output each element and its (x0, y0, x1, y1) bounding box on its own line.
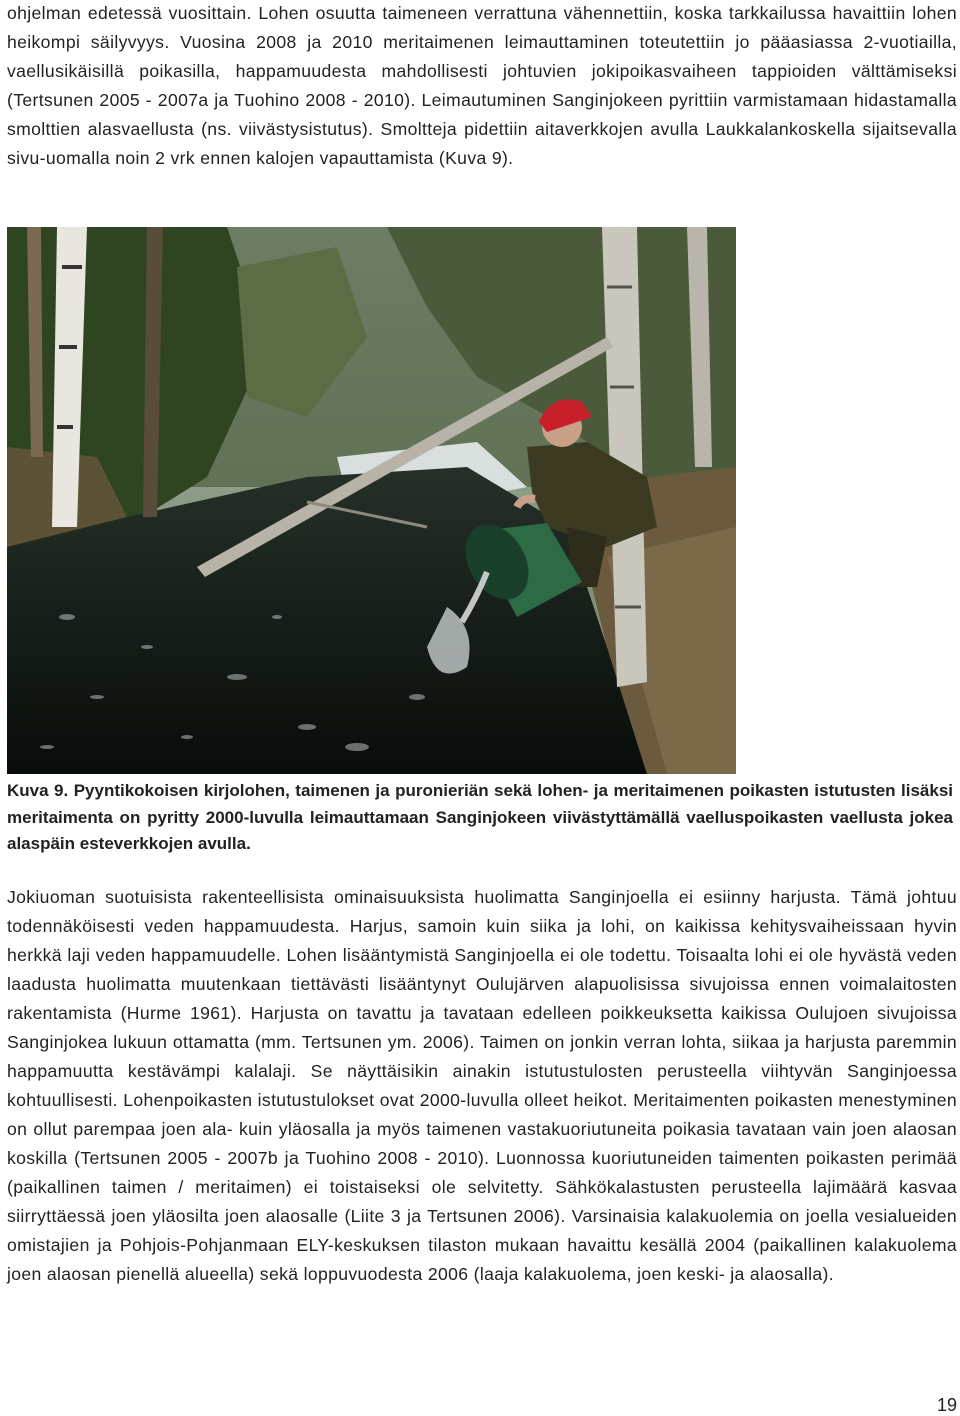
body-paragraph-top: ohjelman edetessä vuosittain. Lohen osuutta taimeneen verrattuna vähennettiin, koska tarkkailussa havaittiin lohen heikompi säilyvyys. Vuosina 2008 ja 2010 meritaimenen leimauttaminen toteutettiin jo pääasiassa 2-vuotiailla, vaellusikäisillä poikasilla, happamuudesta mahdollisesti johtuvien jokipoikasvaiheen tappioiden välttämiseksi (Tertsunen 2005 - 2007a ja Tuohino 2008 - 2010). Leimautuminen Sanginjokeen pyrittiin varmistamaan hidastamalla smolttien alasvaellusta (ns. viivästysistutus). Smoltteja pidettiin aitaverkkojen avulla Laukkalankoskella sijaitsevalla sivu-uomalla noin 2 vrk ennen kalojen vapauttamista (Kuva 9). (7, 3, 957, 168)
photo-fish-release (7, 227, 736, 774)
page-number: 19 (936, 1395, 957, 1415)
figure-caption: Kuva 9. Pyyntikokoisen kirjolohen, taimenen ja puronieriän sekä lohen- ja meritaimenen poikasten istutusten lisäksi meritaimenta on pyritty 2000-luvulla leimauttamaan Sanginjokeen viivästyttämällä vaelluspoikasten vaellusta jokea alaspäin esteverkkojen avulla. (7, 781, 953, 853)
body-paragraph-bottom: Jokiuoman suotuisista rakenteellisista ominaisuuksista huolimatta Sanginjoella ei esiinny harjusta. Tämä johtuu todennäköisesti veden happamuudesta. Harjus, samoin kuin siika ja lohi, on kaikissa kehitysvaiheissaan hyvin herkkä laji veden happamuudelle. Lohen lisääntymistä Sanginjoella ei ole todettu. Toisaalta lohi ei ole hyvästä veden laadusta huolimatta muutenkaan tiettävästi lisääntynyt Oulujärven alapuolisissa sivujoissa ennen voimalaitosten rakentamista (Hurme 1961). Harjusta on tavattu ja tavataan edelleen poikkeuksetta kaikissa Oulujoen sivujoissa Sanginjokea lukuun ottamatta (mm. Tertsunen ym. 2006). Taimen on jonkin verran lohta, siikaa ja harjusta paremmin happamuutta kestävämpi kalalaji. Se näyttäisikin ainakin istutustulosten perusteella viihtyvän Sanginjoessa kohtuullisesti. Lohenpoikasten istutustulokset ovat 2000-luvulla olleet heikot. Meritaimenten poikasten menestyminen on ollut parempaa joen ala- kuin yläosalla ja myös taimenen vastakuoriutuneita poikasia tavataan vain joen alaosan koskilla (Tertsunen 2005 - 2007b ja Tuohino 2008 - 2010). Luonnossa kuoriutuneiden taimenten poikasten perimää (paikallinen taimen / meritaimen) ei toistaiseksi ole selvitetty. Sähkökalastusten perusteella lajimäärä kasvaa siirryttäessä joen yläosilta joen alaosalle (Liite 3 ja Tertsunen 2006). Varsinaisia kalakuolemia on joella vesialueiden omistajien ja Pohjois-Pohjanmaan ELY-keskuksen tilaston mukaan havaittu kesällä 2004 (paikallinen kalakuolema joen alaosan pienellä alueella) sekä loppuvuodesta 2006 (laaja kalakuolema, joen keski- ja alaosalla). (7, 887, 957, 1284)
